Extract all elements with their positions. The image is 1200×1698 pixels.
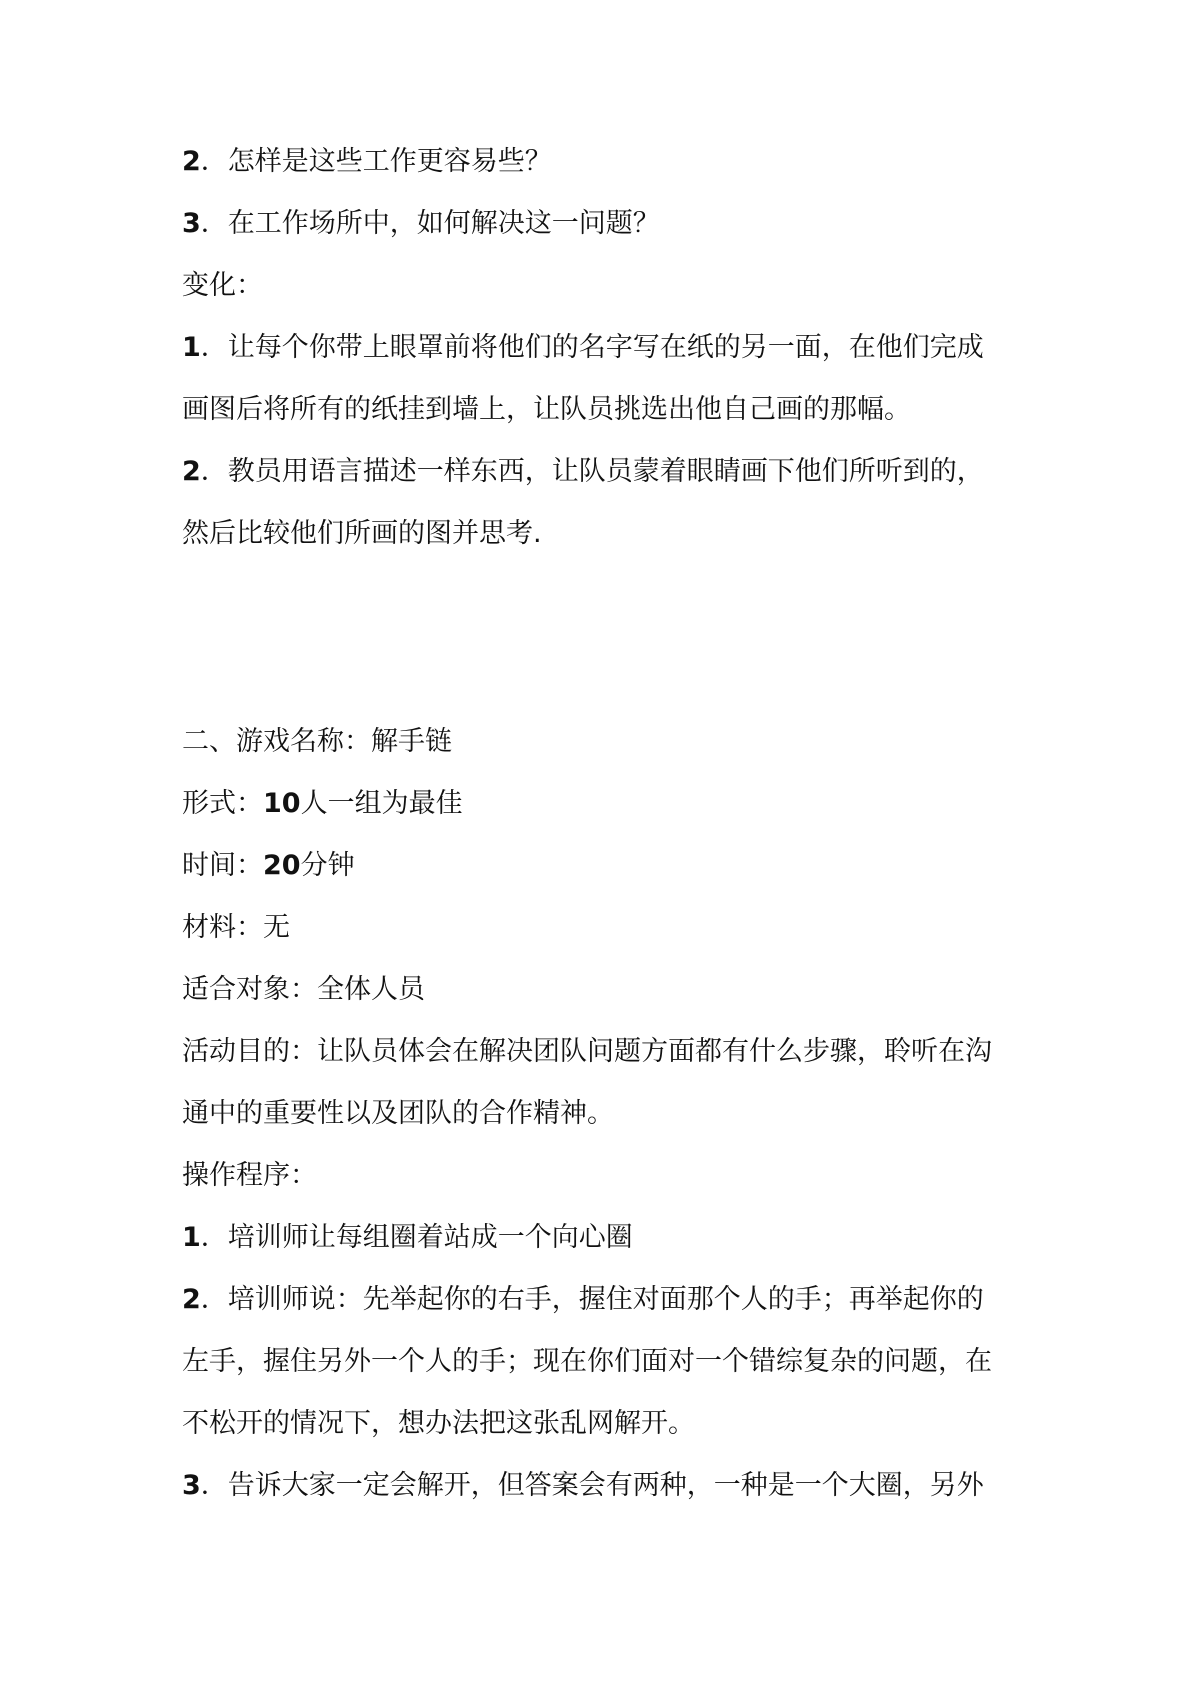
line-text: 左手，握住另外一个人的手；现在你们面对一个错综复杂的问题，在 <box>182 1346 992 1377</box>
field-value-text: 分钟 <box>300 850 355 881</box>
field-materials <box>182 908 1042 948</box>
line-text: ．教员用语言描述一样东西，让队员蒙着眼睛画下他们所听到的， <box>200 456 984 487</box>
field-value-number: 20 <box>263 850 301 881</box>
text-line <box>182 1218 1042 1258</box>
text-line <box>182 452 1042 492</box>
text-line <box>182 1466 1042 1506</box>
text-line <box>182 1094 1042 1134</box>
field-time <box>182 846 1042 886</box>
item-number: 2 <box>182 1284 201 1315</box>
section-heading <box>182 722 1042 762</box>
item-number: 3 <box>182 208 201 239</box>
item-number: 1 <box>182 1222 201 1253</box>
line-text: ．告诉大家一定会解开，但答案会有两种，一种是一个大圈，另外 <box>200 1470 984 1501</box>
item-number: 1 <box>182 332 201 363</box>
item-number: 2 <box>182 146 201 177</box>
line-text: 活动目的：让队员体会在解决团队问题方面都有什么步骤，聆听在沟 <box>182 1036 992 1067</box>
text-line <box>182 328 1042 368</box>
text-line <box>182 1342 1042 1382</box>
field-value-text: 人一组为最佳 <box>300 788 463 819</box>
text-line <box>182 1404 1042 1444</box>
section-label <box>182 1156 1042 1196</box>
line-text: ．怎样是这些工作更容易些？ <box>200 146 552 177</box>
line-text: ．让每个你带上眼罩前将他们的名字写在纸的另一面，在他们完成 <box>200 332 984 363</box>
line-text: 二、游戏名称：解手链 <box>182 726 452 757</box>
field-label: 形式： <box>182 788 263 819</box>
line-text: 不松开的情况下，想办法把这张乱网解开。 <box>182 1408 695 1439</box>
text-line <box>182 204 1042 244</box>
line-text: ．培训师让每组圈着站成一个向心圈 <box>200 1222 633 1253</box>
line-text: 材料：无 <box>182 912 290 943</box>
field-audience <box>182 970 1042 1010</box>
line-text: ．培训师说：先举起你的右手，握住对面那个人的手；再举起你的 <box>200 1284 984 1315</box>
text-line <box>182 514 1042 554</box>
item-number: 3 <box>182 1470 201 1501</box>
line-text: 操作程序： <box>182 1160 317 1191</box>
text-line <box>182 1280 1042 1320</box>
line-text: 变化： <box>182 270 263 301</box>
line-text: 画图后将所有的纸挂到墙上，让队员挑选出他自己画的那幅。 <box>182 394 911 425</box>
item-number: 2 <box>182 456 201 487</box>
field-label: 时间： <box>182 850 263 881</box>
field-value-number: 10 <box>263 788 301 819</box>
field-format <box>182 784 1042 824</box>
line-text: 适合对象：全体人员 <box>182 974 425 1005</box>
line-text: ．在工作场所中，如何解决这一问题？ <box>200 208 660 239</box>
text-line <box>182 390 1042 430</box>
text-line <box>182 142 1042 182</box>
section-label <box>182 266 1042 306</box>
line-text: 然后比较他们所画的图并思考. <box>182 518 542 549</box>
field-purpose <box>182 1032 1042 1072</box>
line-text: 通中的重要性以及团队的合作精神。 <box>182 1098 614 1129</box>
